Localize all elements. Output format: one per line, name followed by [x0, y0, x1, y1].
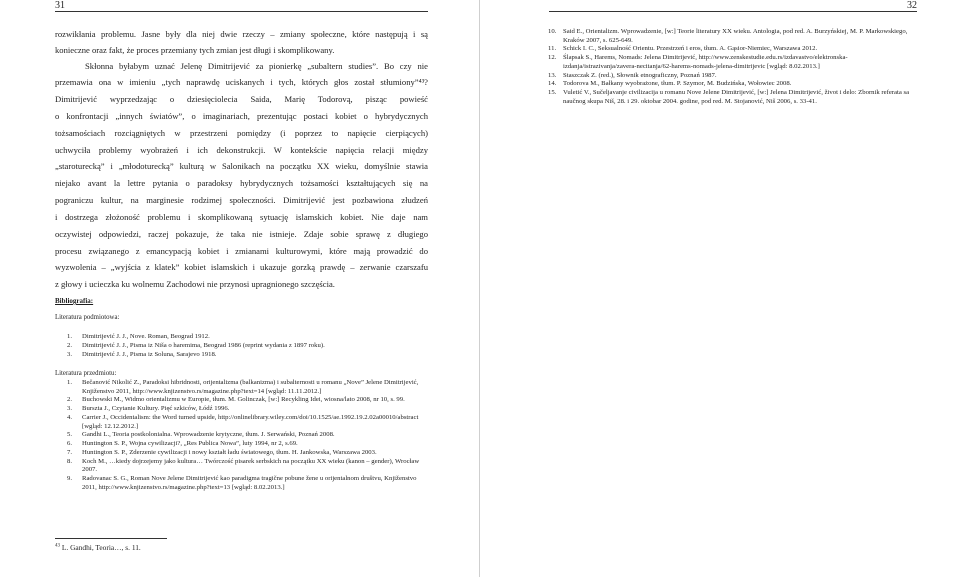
text-line: konieczne oraz fakt, że proces przemiany tych zmian jest długi i skomplikowany.: [55, 45, 335, 55]
footnote-rule: [55, 538, 167, 539]
list-item: 10. Said E., Orientalizm. Wprowadzenie, [w:] Teorie literatury XX wieku. Antologia, pod red. A. Burzyńskiej, M. P. Markowskiego, Kraków 2007, s. 625-649.: [548, 28, 908, 44]
footnote-marker: 43: [55, 543, 60, 549]
list-item: 15. Vuletić V., Sučeljavanje civilizacija u romanu Nove Jelene Dimitrijević, [w:] Jelena Dimitrijević, život i delo: Zbornik referata sa naučnog skupa Niš, 28. i 29. oktobar 2004. godine, pod red. M. Stojanović, Niš 2006, s. 33-41.: [548, 88, 910, 105]
list-item: 8. Koch M., …kiedy dojrzejemy jako kultura… Twórczość pisarek serbskich na początku XX wieku (kanon – gender), Wrocław 2007.: [67, 457, 420, 474]
text-line: i dostrzega złożoność problemu i skomplikowaną sytuację islamskich kobiet. Nie daje nam: [55, 212, 428, 222]
list-item: 1. Dimitrijević J. J., Nove. Roman, Beograd 1912.: [67, 333, 210, 340]
text-line: Dimitrijević wyprzedzając o dziesięciolecia Saida, Marię Todorovą, pisząc powieść: [55, 94, 428, 104]
list-item: 14. Todorova M., Bałkany wyobrażone, tłum. P. Szymor, M. Budzińska, Wołowiec 2008.: [548, 80, 792, 88]
list-item: 7. Huntington S. P., Zderzenie cywilizacji i nowy kształt ładu światowego, tłum. H. Jankowska, Warszawa 2003.: [67, 448, 377, 456]
header-rule: [55, 11, 428, 12]
text-line: niejako avant la lettre pytania o paradoksy hybrydycznych tożsamości kształtujących się na: [55, 178, 428, 188]
text-line: przemawia ona w imieniu „tych naprawdę uciskanych i tych, których głos został stłumiony”⁴³?: [55, 77, 428, 87]
page-number: 31: [55, 0, 65, 11]
list-item: 12. Ślapsak S., Harems, Nomads: Jelena Dimitrijević, http://www.zenskestudie.edu.rs/izdavastvo/elektronska-izdanja/istrazivanja/zavera-necitanja/62-harems-nomads-jelena-dimitrijevic [wgląd: 8.02.2013.]: [548, 54, 848, 70]
header-rule: [549, 11, 917, 12]
text-line: „staroturecką” i „młodoturecką” kulturą w Salonikach na początku XX wieku, domyślnie stawia: [55, 161, 428, 171]
list-item: 3. Dimitrijević J. J., Pisma iz Soluna, Sarajevo 1918.: [67, 350, 217, 358]
list-item: 11. Schick I. C., Seksualność Orientu. Przestrzeń i eros, tłum. A. Gąsior-Niemiec, Warszawa 2012.: [548, 45, 818, 53]
footnote-text: L. Gandhi, Teoria…, s. 11.: [61, 543, 141, 552]
footnote: [55, 543, 141, 552]
bibliography-continued-list: [548, 28, 913, 106]
text-line: uchwyciła problemy wyobrażeń i ich dekonstrukcji. W kontekście napięcia relacji między: [55, 145, 428, 155]
list-item: 2. Buchowski M., Widmo orientalizmu w Europie, tłum. M. Golinczak, [w:] Recykling Idei, wiosna/lato 2008, nr 10, s. 99.: [67, 396, 405, 404]
primary-literature-label: Literatura podmiotowa:: [55, 314, 120, 321]
text-line: rozwikłania problemu. Jasne były dla niej dwie rzeczy – zmiany społeczne, które następują i są: [55, 29, 428, 39]
text-line: oczywistej odpowiedzi, raczej pokazuje, że taka nie istnieje. Zdaje sobie sprawę z długiego: [55, 229, 428, 239]
text-line: Skłonna byłabym uznać Jelenę Dimitrijević za pionierkę „subaltern studies”. Bo czy nie: [85, 61, 428, 71]
list-item: 5. Gandhi L., Teoria postkolonialna. Wprowadzenie krytyczne, tłum. J. Serwański, Poznań 2008.: [67, 431, 335, 439]
bibliography-heading: Bibliografia:: [55, 297, 94, 305]
secondary-literature-list: [67, 379, 427, 492]
text-line: procesu związanego z emancypacją kobiet i zmianami kulturowymi, które mają prowadzić do: [55, 246, 428, 256]
secondary-literature-label: Literatura przedmiotu:: [55, 370, 117, 377]
list-item: 13. Staszczak Z. (red.), Słownik etnograficzny, Poznań 1987.: [548, 71, 717, 79]
text-line: tożsamościach rozciągniętych w przestrzeni pomiędzy (i poprzez to napięcie cierpiących): [55, 128, 428, 138]
list-item: 3. Burszta J., Czytanie Kultury. Pięć szkiców, Łódź 1996.: [67, 405, 230, 413]
list-item: 6. Huntington S. P., Wojna cywilizacji?, „Res Publica Nowa”, luty 1994, nr 2, s.69.: [67, 440, 298, 448]
text-line: z głowy i ucieczka ku wolnemu Zachodowi nie przynosi upragnionego szczęścia.: [55, 279, 335, 289]
list-item: 1. Bečanović Nikolić Z., Paradoksi hibridnosti, orijentalizma (balkanizma) i subalternosti u romanu „Nove” Jelene Dimitrijević, Knjiženstvo 2011, http://www.knjizenstvo.rs/magazine.php?text=14 [wgląd: 11.11.2012.]: [67, 379, 419, 395]
list-item: 9. Radovanac S. G., Roman Nove Jelene Dimitrijević kao paradigma tragične pobune žene u orijentalnom društvu, Knjiženstvo 2011, http://www.knjizenstvo.rs/magazine.php?text=13 [wgląd: 8.02.2013.]: [67, 475, 417, 491]
list-item: 4. Carrier J., Occidentalism: the Word turned upside, http://onlinelibrary.wiley.com/doi/10.1525/ae.1992.19.2.02a00010/abstract [wgląd: 12.12.2012.]: [67, 413, 419, 430]
text-line: pograniczu kultur, na marginesie rodzimej społeczności. Dimitrijević jest pozbawiona złudzeń: [55, 195, 428, 205]
text-line: o konfrontacji „innych światów”, o imaginariach, prezentując postaci kobiet o hybrydycznych: [55, 111, 428, 121]
text-line: wyzwolenia – „wyjścia z klatek” kobiet islamskich i ukazuje gorzką prawdę – zerwanie czarszafu: [55, 262, 428, 272]
list-item: 2. Dimitrijević J. J., Pisma iz Niša o haremima, Beograd 1986 (reprint wydania z 1897 roku).: [67, 341, 325, 349]
primary-literature-list: [67, 333, 427, 359]
page-number: 32: [907, 0, 917, 11]
